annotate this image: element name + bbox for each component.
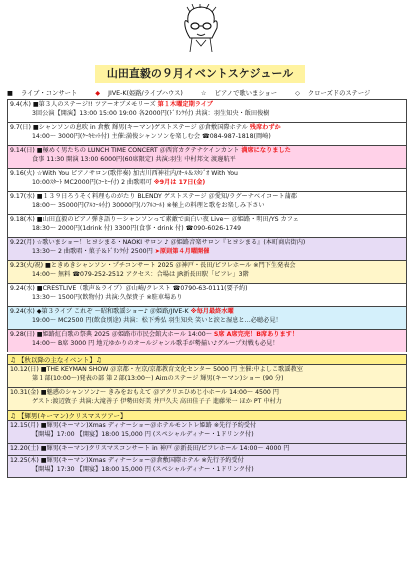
event-row — [7, 329, 407, 352]
event-details: 18:30～ 2000円(1drink 付) 3300円(食事・drink 付) ☎090-6026-1749 — [32, 224, 242, 232]
event-row — [7, 237, 407, 260]
schedule-sheet — [5, 4, 410, 584]
event-highlight: S席 A席完売！B席あります！ — [213, 331, 299, 338]
event-row — [7, 443, 407, 455]
event-row — [7, 420, 407, 443]
event-title: 10.12(日) ■THE KEYMAN SHOW ＠京都・左京/京都教育文化センター 5000 円 主催:中よしこ歌謡教室 — [10, 366, 303, 373]
event-details: 【開場】17:00 【開宴】18:00 15,000 円 (スペシャルディナー・1ドリンク付) — [32, 430, 254, 438]
event-details: 19:00～ MC2500 円(飲食別途) 共演：松下秀弘 羽生知央 笑いと涙と湿息と…必聴必見！ — [32, 316, 282, 324]
event-row — [7, 283, 407, 306]
event-title: 12.20(土) ■輝男(キーマン)クリスマスコンサート in 神戸 ＠新長田/ピフレホール 14:00～ 4000 円 — [10, 445, 290, 452]
event-row — [7, 214, 407, 237]
event-title: 9.14(日) ■極めく男たちの LUNCH TIME CONCERT ＠西宮カクテナケインカント — [10, 147, 242, 154]
event-title: 9.24(水) ■CRESTLIVE（歌声＆ライブ）＠山崎/クレスト ☎0790-63-0111(要予約) — [10, 285, 248, 292]
event-details: 3回公演【開演】13:00 15:00 19:00 各2000円(ﾄﾞﾘﾝｸ付) 共演：羽生知央・飯田俊樹 — [32, 109, 270, 117]
legend-jive: ◆ JIVE-K(姫路/ライブハウス) — [95, 90, 183, 97]
event-row — [7, 168, 407, 191]
event-title: 9.28(日) ■姫路紅白歌の祭典 2025 ＠姫路市市民会館大ホール 14:00～ — [10, 331, 214, 338]
event-note: ➤原則第４月曜開催 — [154, 247, 210, 255]
legend — [7, 88, 409, 97]
event-row — [7, 306, 407, 329]
event-title: 9.23(火/祝) ■ときめきシャンソン・プチコンサート 2025 ＠神戸・長田/ピフレホール ※門下生発表会 — [10, 262, 296, 269]
event-highlight: 残席わずか — [249, 124, 281, 131]
event-row — [7, 99, 407, 122]
event-title: 12.15(月) ■輝男(キーマン)Xmas ディナーショー＠ホテルモントレ姫路 ※先行予約受付 — [10, 422, 257, 429]
event-row — [7, 455, 407, 478]
legend-closed: ◇ クローズドのステージ — [295, 90, 371, 97]
event-row — [7, 364, 407, 387]
page-title: 山田直毅の９月イベントスケジュール — [95, 65, 305, 83]
event-details: 14:00～ 無料 ☎079-252-2512 アクセス：合場は JR新長田駅「ピフレ」3階 — [32, 270, 249, 278]
event-details: 13:30～ 2 曲歌唱・菓子＆ﾄﾞﾘﾝｸ付 2500円 — [32, 247, 155, 255]
event-row — [7, 122, 407, 145]
event-details: ゲスト:渡辺敦子 共演:大滝善子 伊勢田好美 井戸久夫 高田佳子子 進藤栄一 ほか PT 中村力 — [32, 397, 282, 405]
event-note: ※9月は 17日(金) — [153, 178, 206, 186]
event-details: 10:00ｽﾀｰﾄ MC2000円(ｺｰﾋｰ付) 2 曲歌唱可 — [32, 178, 154, 186]
event-highlight: ※毎月最終水曜 — [190, 308, 234, 315]
event-title: 9.24(水) ◆第３ライブ これぞ ～昭和歌謡ショー♪ ＠姫路/JIVE-K — [10, 308, 191, 315]
event-title: 9.16(火) ☆With You ピアノサロン(歌伴奏) 加古川西神社内/ｵｰﾙ＆ｽﾀｼﾞｵ With You — [10, 170, 238, 177]
event-details: 食事 11:30 開演 13:00 6000円(60席限定) 共演:羽生 中村邦文 渡邊航平 — [32, 155, 236, 163]
event-title: 9.4(木) ■第３人のステージ!! ツアーオブメモリーズ — [10, 101, 158, 108]
section-autumn: ♫ 【秋以降の主なイベント】♫ — [7, 354, 407, 364]
event-title: 9.18(木) ■山田直毅のピアノ弾き語り～シャンソンって素敵で面白い夜 Live～ ＠姫路・明田/YS カフェ — [10, 216, 299, 223]
event-title: 9.17(水) ■１３９日ろうそく料理ものがたり BLENDY ゲストステージ ＠愛知/ラグーナベイコート蒲郡 — [10, 193, 297, 200]
event-highlight: 満席になりました — [241, 147, 291, 154]
event-title: 9.7(日) ■シャンソンの息吹 in 倉敷 輝男(キーマン)ゲストステージ ＠倉敷国際ホテル — [10, 124, 250, 131]
event-title: 10.31(金) ■魅惑のシャンソン♪～ きみをおもえて ＠アクリエひめじ小ホール 14:00～ 4500 円 — [10, 389, 279, 396]
event-details: 18:00～ 35000円(ｱﾙｺｰﾙ付) 30000円(ﾉﾝｱﾙｺｰﾙ) ※極上の料理と歌をお楽しみ下さい — [32, 201, 265, 209]
event-details: 第１部(10:00～)発表の部 第２部(13:00～) Aiｍのステージ 輝男(キーマン)ショー (90 分) — [32, 374, 284, 382]
section-xmas: ♫ 【輝男(キーマン)クリスマスツアー】 — [7, 410, 407, 420]
event-details: 14:00～ B席 3000 円 地元ゆかりのオールジャンル歌手が勢揃い♪グループ対戦も必見！ — [32, 339, 279, 347]
legend-piano: ☆ ピアノで歌いまショー — [200, 90, 278, 97]
event-row — [7, 387, 407, 410]
event-row — [7, 191, 407, 214]
legend-live: ■ ライブ・コンサート — [7, 90, 78, 97]
event-details: 14:00～ 3000円(ｹｰｷｾｯﾄ付) 主催:満俊シャンソンを楽しむ会 ☎084-987-1818(岡崎) — [32, 132, 271, 140]
event-row — [7, 260, 407, 283]
event-row — [7, 145, 407, 168]
event-title: 12.25(木) ■輝男(キーマン)Xmas ディナーショー＠倉敷国際ホテル ※先行予約受付 — [10, 457, 244, 464]
portrait-illustration — [180, 4, 222, 54]
event-highlight: 第１木曜定期ライブ — [157, 101, 213, 108]
event-details: 【開場】17:30 【開宴】18:00 15,000 円 (スペシャルディナー・1ドリンク付) — [32, 465, 254, 473]
event-title: 9.22(月) ☆歌いまショー！ヒヨシまる・NAOKI サロン ♪ ＠姫路音楽サロン『ヒヨシまる』(本町商店街内) — [10, 239, 306, 246]
event-details: 13:30～ 1500円(飲物付) 共演:久保貴子 ※駐車場あり — [32, 293, 183, 301]
